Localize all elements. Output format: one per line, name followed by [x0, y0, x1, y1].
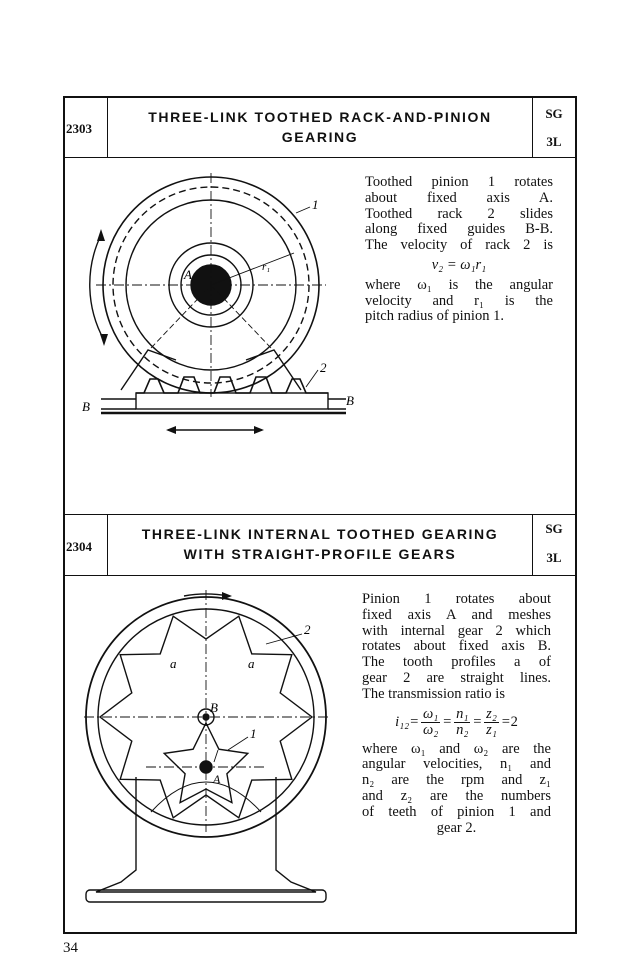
rack-and-pinion-figure: [66, 165, 356, 455]
title-line-2: GEARING: [281, 129, 359, 145]
description: [362, 592, 551, 836]
internal-gearing-figure: [66, 582, 356, 912]
class-tag-top: SG: [545, 106, 563, 121]
fraction-numerator: n₁: [456, 705, 469, 722]
description-line: along fixed guides B-B.: [365, 221, 553, 238]
description-line: of teeth of pinion 1 and: [362, 803, 551, 820]
header-divider-right: [532, 514, 533, 576]
label-guide-right: B: [346, 393, 354, 408]
description-line: The tooth profiles a of: [362, 654, 551, 671]
description-line: Pinion 1 rotates about: [362, 591, 551, 607]
header-bottom-rule: [63, 575, 577, 576]
title-line-1: THREE-LINK INTERNAL TOOTHED GEARING: [141, 526, 499, 542]
frame-bottom: [63, 932, 577, 934]
fraction-numerator: ω₁: [423, 705, 439, 722]
description-line: Toothed rack 2 slides: [365, 205, 553, 222]
frame-top: [63, 96, 577, 98]
label-axis-a: A: [213, 772, 221, 786]
formula-lhs: i₁₂: [395, 713, 410, 730]
section-title: [108, 107, 532, 147]
fraction-denominator: z₁: [486, 721, 497, 738]
header-bottom-rule: [63, 157, 577, 158]
label-rack: 2: [320, 360, 327, 375]
velocity-formula: v₂ = ω₁r₁: [431, 256, 487, 273]
header-divider-right: [532, 96, 533, 158]
label-profile-left: a: [170, 656, 177, 671]
description-line: fixed axis A and meshes: [362, 606, 551, 623]
label-pinion: 1: [312, 197, 319, 212]
fraction-denominator: ω₂: [423, 721, 439, 738]
class-tag-top: SG: [545, 521, 563, 536]
frame-left: [63, 96, 65, 934]
description-line: pitch radius of pinion 1.: [365, 308, 504, 325]
fraction-rpm: [454, 707, 470, 738]
class-tag-bottom: 3L: [546, 550, 562, 565]
section-code: 2303: [66, 121, 92, 136]
description-line: and z₂ are the numbers: [362, 787, 551, 804]
title-line-1: THREE-LINK TOOTHED RACK-AND-PINION: [148, 109, 492, 125]
description-line: Toothed pinion 1 rotates: [365, 174, 553, 190]
section-title: [108, 524, 532, 564]
label-profile-right: a: [248, 656, 255, 671]
description-line: n₂ are the rpm and z₁: [362, 772, 551, 789]
label-pinion: 1: [250, 726, 257, 741]
fraction-numerator: z₂: [486, 705, 497, 722]
frame-right: [575, 96, 577, 934]
section-top-rule: [63, 514, 577, 515]
description-line: velocity and r₁ is the: [365, 292, 553, 309]
description-line: angular velocities, n₁ and: [362, 756, 551, 773]
description-line: The transmission ratio is: [362, 685, 505, 702]
description-line: where ω₁ and ω₂ are the: [362, 740, 551, 757]
description-line: with internal gear 2 which: [362, 622, 551, 639]
label-axis-a: A: [184, 267, 192, 282]
label-guide-left: B: [82, 399, 90, 414]
transmission-ratio-formula: i₁₂= $\frac{\text{ω₁}}{\text{ω₂}}$ = $\frac{\text{n₁}}{\text{n₂}}$ = $\frac{\text{z₂}}{\text{z₁}}$ =2: [395, 705, 518, 738]
page-number: 34: [63, 940, 78, 956]
description-line: gear 2 are straight lines.: [362, 669, 551, 686]
description-line: The velocity of rack 2 is: [365, 237, 553, 254]
description-line: where ω₁ is the angular: [365, 276, 553, 293]
formula-rhs: 2: [510, 713, 518, 730]
fraction-omega: [421, 707, 440, 738]
description: [365, 175, 553, 325]
description-line: gear 2.: [436, 819, 477, 836]
title-line-2: WITH STRAIGHT-PROFILE GEARS: [183, 546, 457, 562]
class-tag-bottom: 3L: [546, 134, 562, 149]
label-axis-b: B: [210, 700, 218, 715]
fraction-denominator: n₂: [456, 721, 469, 738]
section-code: 2304: [66, 539, 92, 554]
label-radius: r₁: [262, 261, 271, 273]
fraction-teeth: [484, 707, 499, 738]
description-line: rotates about fixed axis B.: [362, 638, 551, 655]
label-gear: 2: [304, 622, 311, 637]
description-line: about fixed axis A.: [365, 189, 553, 206]
